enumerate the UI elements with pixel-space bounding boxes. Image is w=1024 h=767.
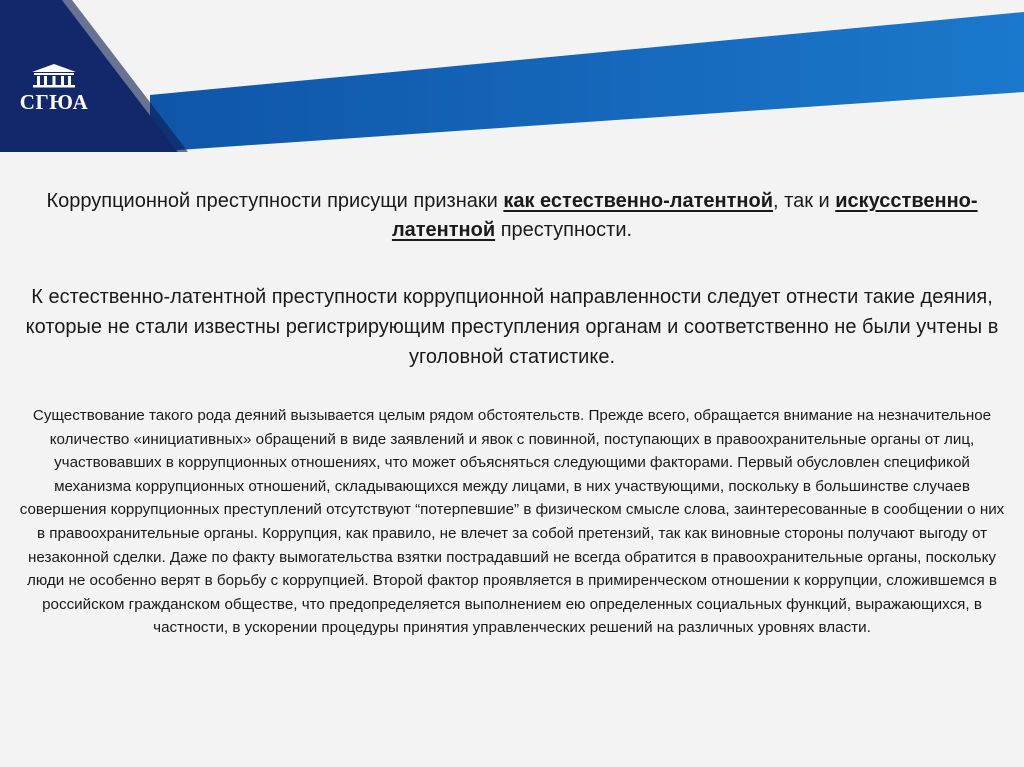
university-logo (18, 62, 90, 124)
header-decoration (0, 0, 1024, 170)
logo-text: СГЮА (19, 90, 89, 114)
emphasis-artificial-latent: искусственно-латентной (391, 190, 978, 241)
blue-diagonal-band (150, 12, 1024, 152)
emphasis-natural-latent: как естественно-латентной (503, 190, 774, 212)
definition-paragraph: К естественно-латентной преступности коррупционной направленности следует отнести такие деяния, которые не стали известны регистрирующим преступления органам и соответственно не были учтены в уголовной статистике. (25, 286, 999, 368)
intro-text-end: преступности. (495, 219, 633, 241)
explanation-paragraph: Существование такого рода деяний вызывается целым рядом обстоятельств. Прежде всего, обращается внимание на незначительное количество «инициативных» обращений в виде заявлений и явок с повинной, поступающих в правоохранительные органы от лиц, участвовавших в коррупционных отношениях, что может объясняться следующими факторами. Первый обусловлен спецификой механизма коррупционных отношений, складывающихся между лицами, в них участвующими, поскольку в большинстве случаев совершения коррупционных преступлений отсутствуют “потерпевшие” в физическом смысле слова, заинтересованные в сообщении о них в правоохранительные органы. Коррупция, как правило, не влечет за собой претензий, так как виновные стороны получают выгоду от незаконной сделки. Даже по факту вымогательства взятки пострадавший не всегда обратится в правоохранительные органы, поскольку люди не особенно верят в борьбу с коррупцией. Второй фактор проявляется в примиренческом отношении к коррупции, сложившемся в российском гражданском обществе, что предопределяется выполнением ею определенных социальных функций, выражающихся, в частности, в ускорении процедуры принятия управленческих решений на различных уровнях власти. (19, 407, 1005, 637)
intro-paragraph (20, 187, 1004, 245)
intro-text-middle: , так и (773, 190, 836, 212)
intro-text-start: Коррупционной преступности присущи признаки (46, 190, 504, 212)
building-icon (28, 62, 80, 88)
